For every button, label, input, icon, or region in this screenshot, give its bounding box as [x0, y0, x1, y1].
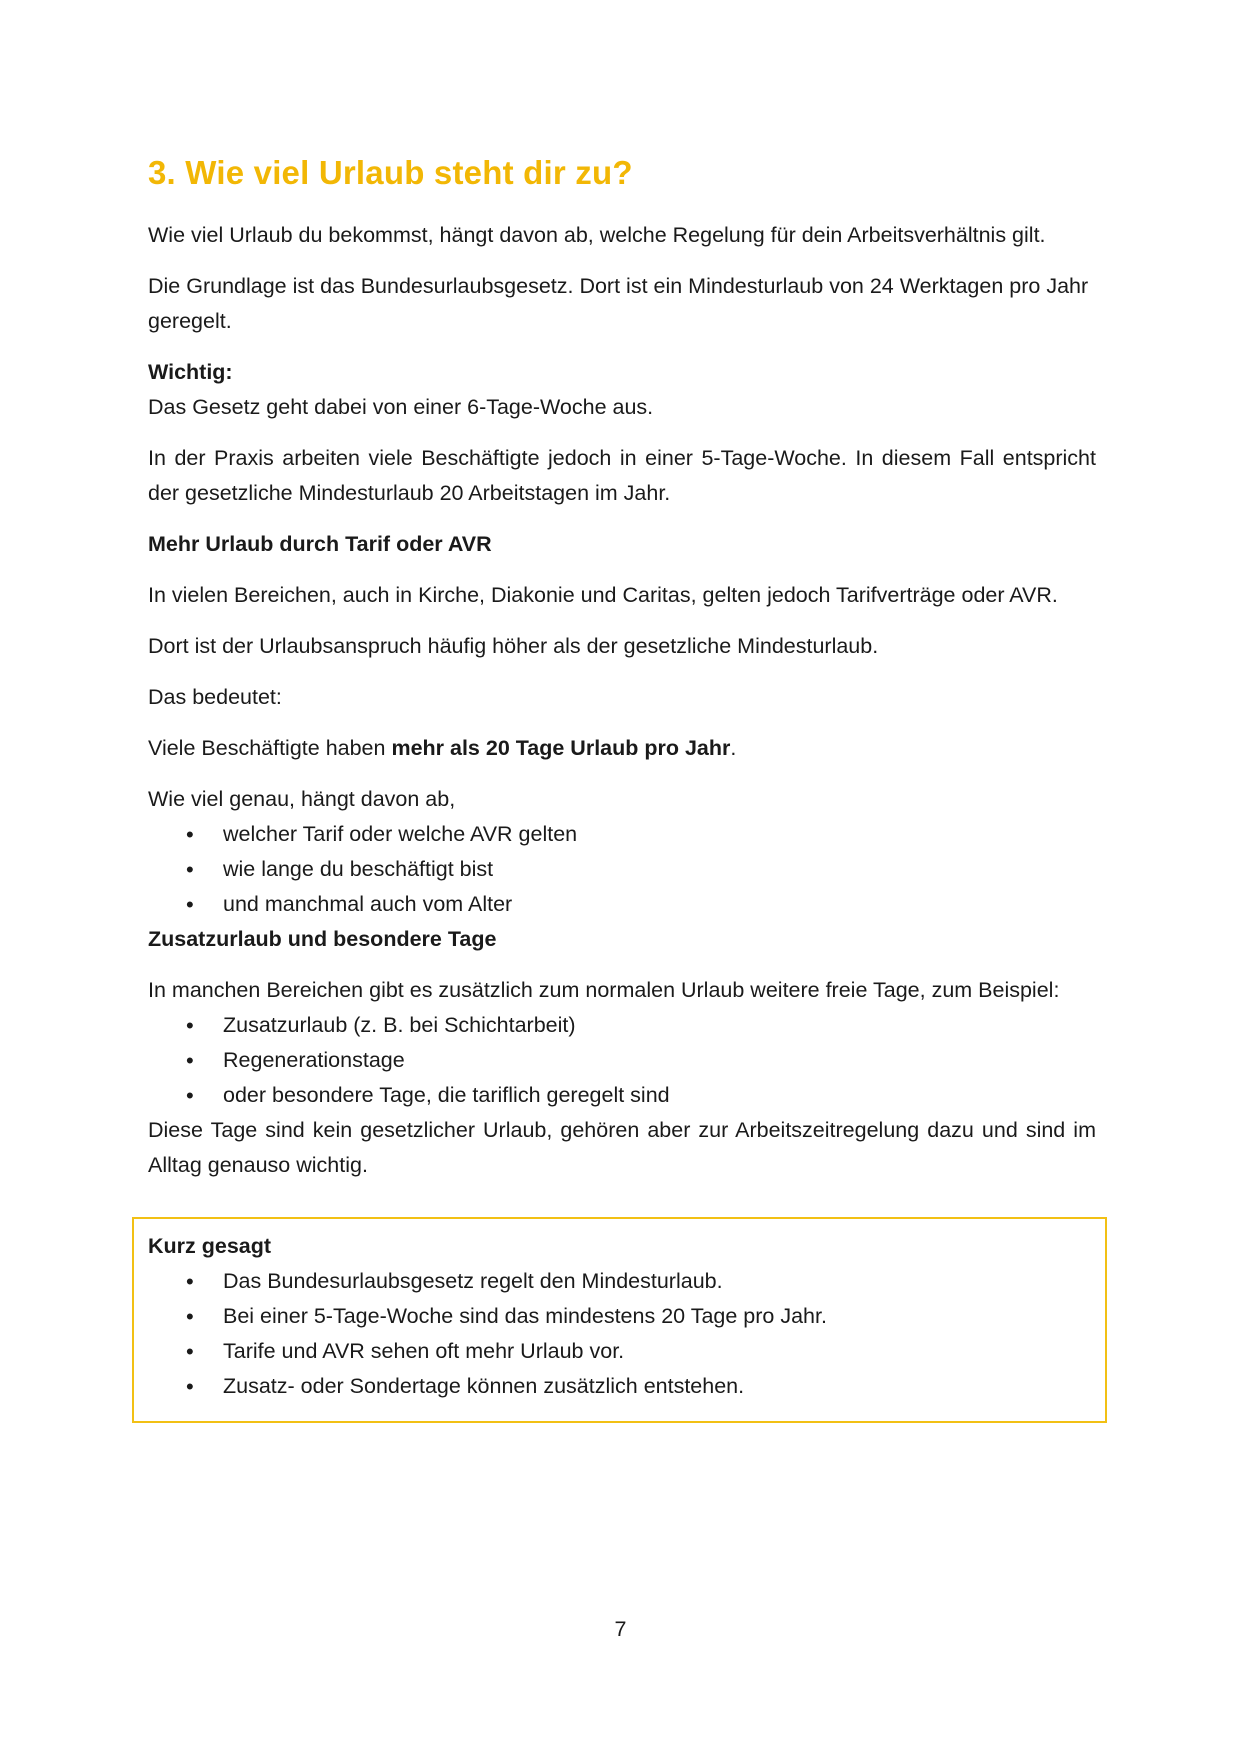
- list-item: • welcher Tarif oder welche AVR gelten: [148, 817, 1096, 852]
- tarif-paragraph-2: Dort ist der Urlaubsanspruch häufig höher als der gesetzliche Mindesturlaub.: [148, 634, 879, 658]
- important-label: Wichtig:: [148, 360, 233, 384]
- tarif-p4-bold: mehr als 20 Tage Urlaub pro Jahr: [391, 736, 731, 760]
- tarif-list: [148, 817, 1096, 922]
- list-item: • Bei einer 5-Tage-Woche sind das mindestens 20 Tage pro Jahr.: [148, 1299, 1091, 1334]
- summary-box: [132, 1217, 1107, 1423]
- tarif-p4-prefix: Viele Beschäftigte haben: [148, 736, 392, 760]
- list-item: • Tarife und AVR sehen oft mehr Urlaub vor.: [148, 1334, 1091, 1369]
- list-item: • Das Bundesurlaubsgesetz regelt den Mindesturlaub.: [148, 1264, 1091, 1299]
- six-day-week-paragraph: Das Gesetz geht dabei von einer 6-Tage-Woche aus.: [148, 395, 654, 419]
- tarif-paragraph-4: [148, 731, 1096, 766]
- tarif-p4-suffix: .: [730, 736, 737, 760]
- five-day-week-paragraph: In der Praxis arbeiten viele Beschäftigte jedoch in einer 5-Tage-Woche. In diesem Fall entspricht der gesetzliche Mindesturlaub 20 Arbeitstagen im Jahr.: [148, 446, 1096, 505]
- intro-paragraph: Wie viel Urlaub du bekommst, hängt davon ab, welche Regelung für dein Arbeitsverhältnis gilt.: [148, 223, 1046, 247]
- tarif-section-heading: Mehr Urlaub durch Tarif oder AVR: [148, 532, 492, 556]
- list-item: • Zusatzurlaub (z. B. bei Schichtarbeit): [148, 1008, 1096, 1043]
- extra-closing-paragraph: Diese Tage sind kein gesetzlicher Urlaub, gehören aber zur Arbeitszeitregelung dazu und sind im Alltag genauso wichtig.: [148, 1118, 1096, 1177]
- tarif-paragraph-1: In vielen Bereichen, auch in Kirche, Diakonie und Caritas, gelten jedoch Tarifverträge oder AVR.: [148, 583, 1058, 607]
- tarif-paragraph-3: Das bedeutet:: [148, 685, 282, 709]
- extra-section-heading: Zusatzurlaub und besondere Tage: [148, 927, 497, 951]
- extra-list-intro: In manchen Bereichen gibt es zusätzlich zum normalen Urlaub weitere freie Tage, zum Beispiel:: [148, 978, 1060, 1002]
- summary-list: [148, 1264, 1091, 1404]
- list-item: • oder besondere Tage, die tariflich geregelt sind: [148, 1078, 1096, 1113]
- tarif-list-intro: Wie viel genau, hängt davon ab,: [148, 787, 456, 811]
- legal-basis-paragraph: Die Grundlage ist das Bundesurlaubsgesetz. Dort ist ein Mindesturlaub von 24 Werktagen pro Jahr geregelt.: [148, 274, 1089, 333]
- summary-title: Kurz gesagt: [148, 1234, 272, 1258]
- page-content: [148, 150, 1096, 1183]
- list-item: • und manchmal auch vom Alter: [148, 887, 1096, 922]
- list-item: • wie lange du beschäftigt bist: [148, 852, 1096, 887]
- list-item: • Zusatz- oder Sondertage können zusätzlich entstehen.: [148, 1369, 1091, 1404]
- page-number: 7: [614, 1617, 627, 1641]
- list-item: • Regenerationstage: [148, 1043, 1096, 1078]
- page-title: 3. Wie viel Urlaub steht dir zu?: [148, 154, 633, 191]
- extra-list: [148, 1008, 1096, 1113]
